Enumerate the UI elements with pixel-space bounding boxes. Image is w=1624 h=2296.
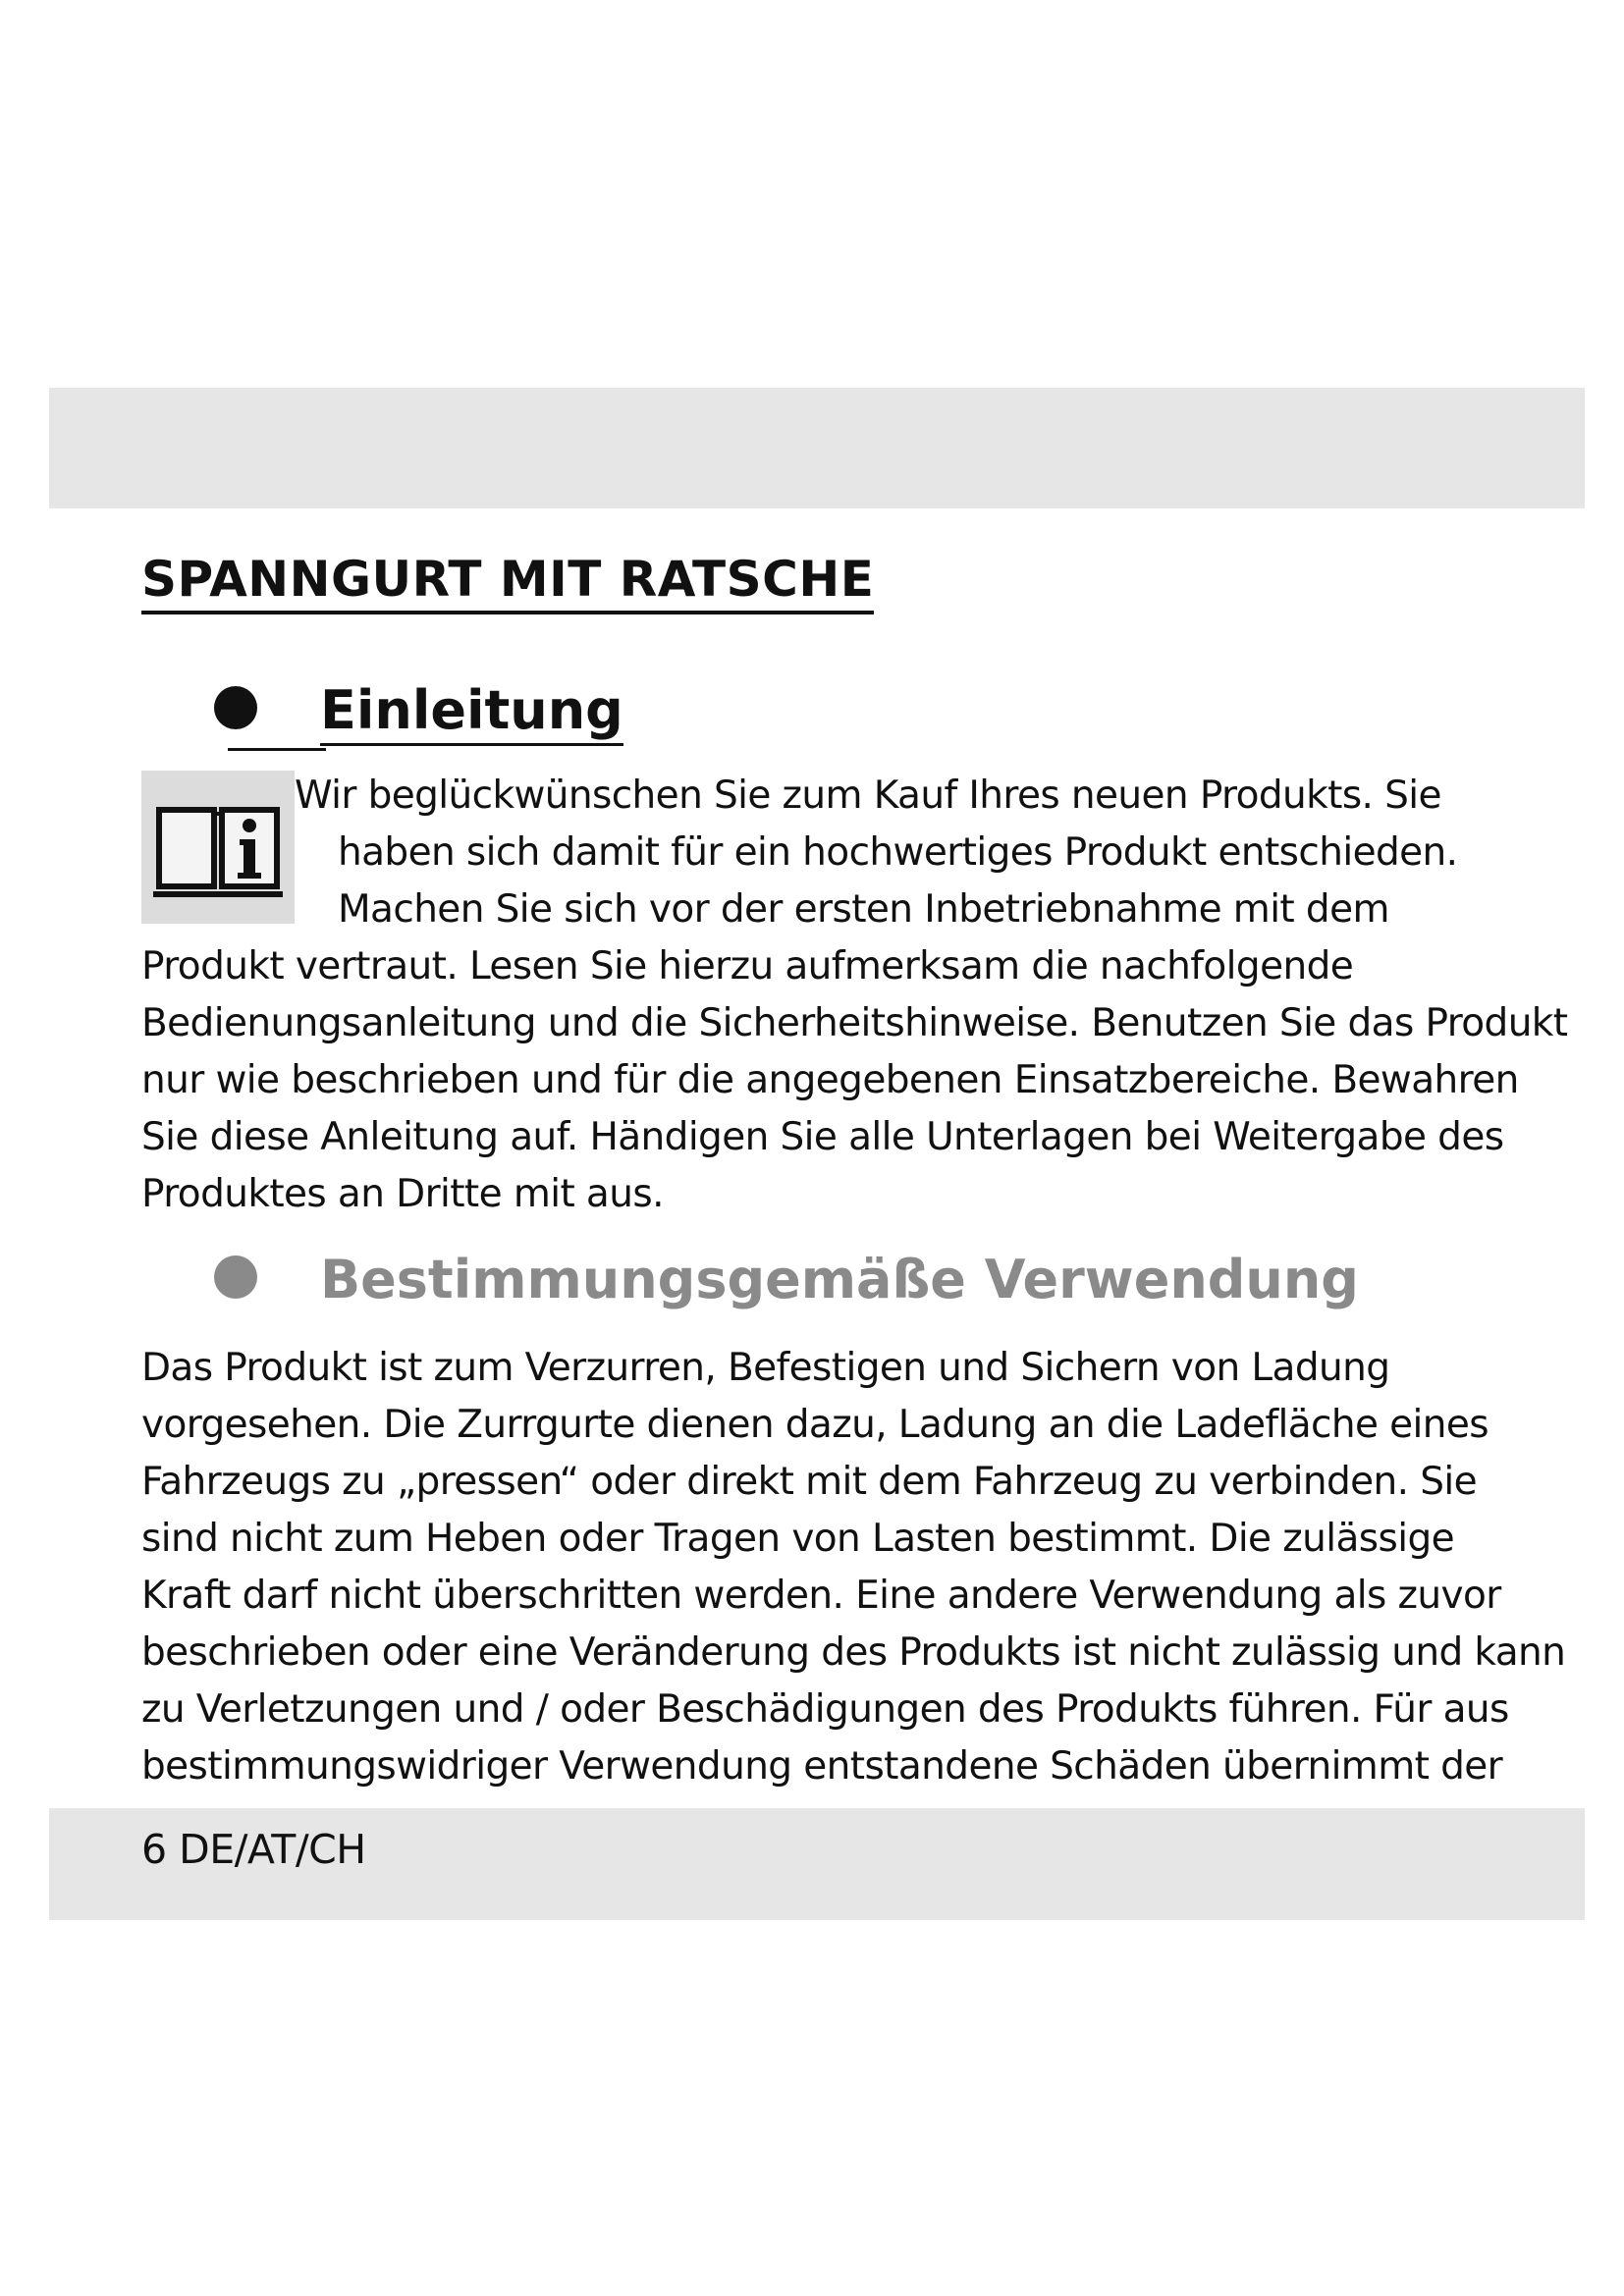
header-band (49, 388, 1585, 508)
text-line: Kraft darf nicht überschritten werden. Eine andere Verwendung als zuvor (141, 1574, 1501, 1618)
text-line: Produktes an Dritte mit aus. (141, 1172, 664, 1216)
bullet-icon (214, 686, 257, 729)
text-line: beschrieben oder eine Veränderung des Produkts ist nicht zulässig und kann (141, 1630, 1566, 1675)
bullet-icon (214, 1255, 257, 1299)
text-line: zu Verletzungen und / oder Beschädigungen des Produkts führen. Für aus (141, 1687, 1509, 1732)
text-line: Wir beglückwünschen Sie zum Kauf Ihres neuen Produkts. Sie (295, 774, 1441, 818)
section-heading-usage (214, 1249, 1359, 1311)
text-line: Das Produkt ist zum Verzurren, Befestigen und Sichern von Ladung (141, 1346, 1390, 1390)
section-heading-text: Bestimmungsgemäße Verwendung (320, 1249, 1359, 1310)
text-line: Bedienungsanleitung und die Sicherheitshinweise. Benutzen Sie das Produkt (141, 1001, 1568, 1045)
text-line: Sie diese Anleitung auf. Händigen Sie alle Unterlagen bei Weitergabe des (141, 1115, 1504, 1159)
usage-paragraph (141, 1340, 1565, 1795)
text-line: Machen Sie sich vor der ersten Inbetriebnahme mit dem (338, 887, 1389, 932)
page-title: SPANNGURT MIT RATSCHE (141, 550, 874, 614)
text-line: bestimmungswidriger Verwendung entstandene Schäden übernimmt der (141, 1744, 1503, 1789)
intro-paragraph (141, 768, 1567, 1223)
section-heading-text: Einleitung (320, 679, 623, 746)
text-line: sind nicht zum Heben oder Tragen von Lasten bestimmt. Die zulässige (141, 1517, 1454, 1561)
text-line: vorgesehen. Die Zurrgurte dienen dazu, Ladung an die Ladefläche eines (141, 1403, 1489, 1447)
section-heading-intro (214, 679, 623, 742)
text-line: nur wie beschrieben und für die angegebenen Einsatzbereiche. Bewahren (141, 1058, 1519, 1102)
text-line: Produkt vertraut. Lesen Sie hierzu aufmerksam die nachfolgende (141, 944, 1354, 988)
text-line: Fahrzeugs zu „pressen“ oder direkt mit dem Fahrzeug zu verbinden. Sie (141, 1460, 1478, 1504)
heading-underline (228, 748, 326, 751)
text-line: haben sich damit für ein hochwertiges Produkt entschieden. (338, 830, 1458, 875)
page-number: 6 DE/AT/CH (141, 1826, 366, 1873)
